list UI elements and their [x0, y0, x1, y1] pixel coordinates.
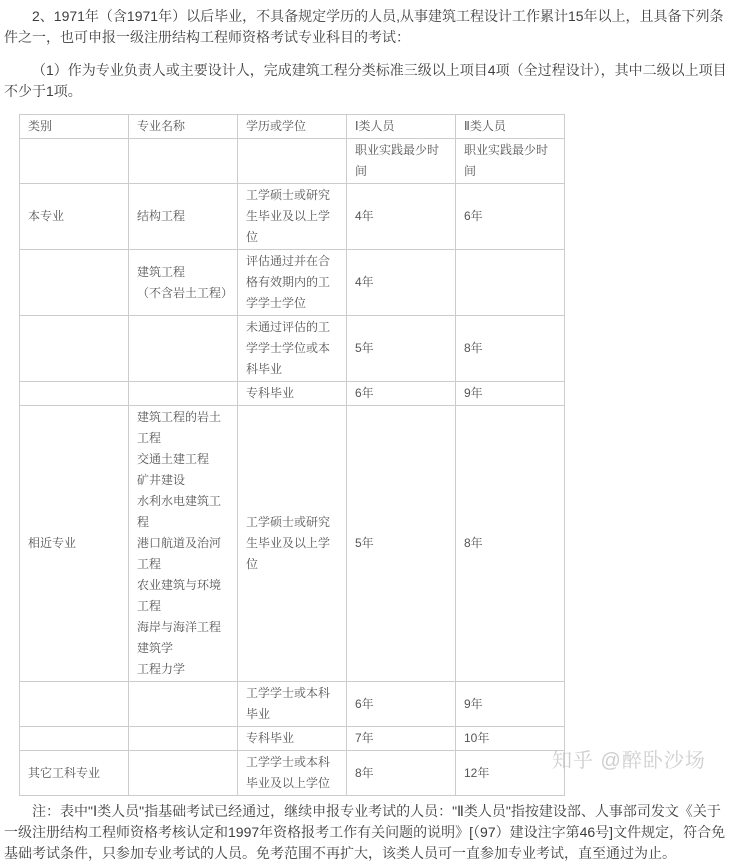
table-row — [20, 316, 565, 382]
cell-line: 港口航道及治河工程 — [137, 536, 222, 571]
subheader-type2-min-practice: 职业实践最少时间 — [456, 139, 565, 184]
cell-category — [20, 250, 129, 316]
cell-type1: 6年 — [347, 682, 456, 727]
cell-line: （不含岩土工程） — [137, 285, 234, 300]
cell-degree: 专科毕业 — [238, 382, 347, 406]
cell-line: 海岸与海洋工程 — [137, 620, 222, 634]
cell-category — [20, 382, 129, 406]
cell-major — [129, 382, 238, 406]
footnote-text: 注：表中"Ⅰ类人员"指基础考试已经通过，继续申报专业考试的人员："Ⅱ类人员"指按建设部、人事部司发文《关于一级注册结构工程师资格考核认定和1997年资格报考工作有关问题的说明》[（97）建设注字第46号]文件规定，符合免基础考试条件，只参加专业考试的人员。免考范围不再扩大，该类人员可一直参加专业考试，直至通过为止。 — [4, 803, 726, 861]
cell-type2: 8年 — [456, 316, 565, 382]
qualification-requirements-table — [19, 114, 565, 796]
header-major-name: 专业名称 — [129, 115, 238, 139]
cell-type2: 9年 — [456, 382, 565, 406]
subheader-degree — [238, 139, 347, 184]
cell-type1: 5年 — [347, 406, 456, 682]
header-category: 类别 — [20, 115, 129, 139]
table-row — [20, 250, 565, 316]
table-row — [20, 406, 565, 682]
cell-degree: 未通过评估的工学学士学位或本科毕业 — [238, 316, 347, 382]
cell-category — [20, 316, 129, 382]
cell-major — [129, 406, 238, 682]
paragraph-condition-1: （1）作为专业负责人或主要设计人，完成建筑工程分类标准三级以上项目4项（全过程设计），其中二级以上项目不少于1项。 — [4, 62, 727, 99]
cell-line: 交通土建工程 — [137, 452, 210, 466]
cell-line: 矿井建设 — [137, 473, 186, 487]
header-type1-personnel: Ⅰ类人员 — [347, 115, 456, 139]
cell-major — [129, 250, 238, 316]
cell-line: 建筑学 — [137, 641, 174, 655]
header-type2-personnel: Ⅱ类人员 — [456, 115, 565, 139]
cell-line: 建筑工程 — [137, 264, 186, 279]
table-body — [20, 184, 565, 796]
header-degree: 学历或学位 — [238, 115, 347, 139]
cell-degree: 工学硕士或研究生毕业及以上学位 — [238, 406, 347, 682]
cell-line: 工程力学 — [137, 662, 186, 676]
cell-category: 相近专业 — [20, 406, 129, 682]
table-subheader-row — [20, 139, 565, 184]
cell-type1: 4年 — [347, 250, 456, 316]
cell-category: 其它工科专业 — [20, 751, 129, 796]
cell-category: 本专业 — [20, 184, 129, 250]
cell-category — [20, 682, 129, 727]
cell-major: 结构工程 — [129, 184, 238, 250]
cell-degree: 专科毕业 — [238, 727, 347, 751]
cell-type1: 7年 — [347, 727, 456, 751]
table-row — [20, 727, 565, 751]
cell-type2: 10年 — [456, 727, 565, 751]
watermark: 知乎 @醉卧沙场 — [552, 750, 706, 772]
cell-line: 水利水电建筑工程 — [137, 494, 222, 529]
cell-major — [129, 682, 238, 727]
cell-degree: 工学硕士或研究生毕业及以上学位 — [238, 184, 347, 250]
cell-type2: 8年 — [456, 406, 565, 682]
cell-line: 农业建筑与环境工程 — [137, 578, 222, 613]
table-row — [20, 382, 565, 406]
cell-line: 建筑工程的岩土工程 — [137, 410, 222, 445]
cell-degree: 工学学士或本科毕业及以上学位 — [238, 751, 347, 796]
cell-type1: 8年 — [347, 751, 456, 796]
table-header-row — [20, 115, 565, 139]
cell-category — [20, 727, 129, 751]
cell-degree: 评估通过并在合格有效期内的工学学士学位 — [238, 250, 347, 316]
cell-type2: 9年 — [456, 682, 565, 727]
paragraph-intro: 2、1971年（含1971年）以后毕业，不具备规定学历的人员,从事建筑工程设计工作累计15年以上，且具备下列条件之一，也可申报一级注册结构工程师资格考试专业科目的考试： — [4, 8, 724, 45]
cell-type1: 6年 — [347, 382, 456, 406]
subheader-category — [20, 139, 129, 184]
table-row — [20, 184, 565, 250]
subheader-major-name — [129, 139, 238, 184]
cell-type2 — [456, 250, 565, 316]
subheader-type1-min-practice: 职业实践最少时间 — [347, 139, 456, 184]
cell-type2: 6年 — [456, 184, 565, 250]
cell-degree: 工学学士或本科毕业 — [238, 682, 347, 727]
table-header — [20, 115, 565, 184]
cell-major — [129, 727, 238, 751]
cell-major — [129, 316, 238, 382]
cell-type1: 5年 — [347, 316, 456, 382]
cell-type1: 4年 — [347, 184, 456, 250]
table-row — [20, 682, 565, 727]
cell-type2: 12年 — [456, 751, 565, 796]
